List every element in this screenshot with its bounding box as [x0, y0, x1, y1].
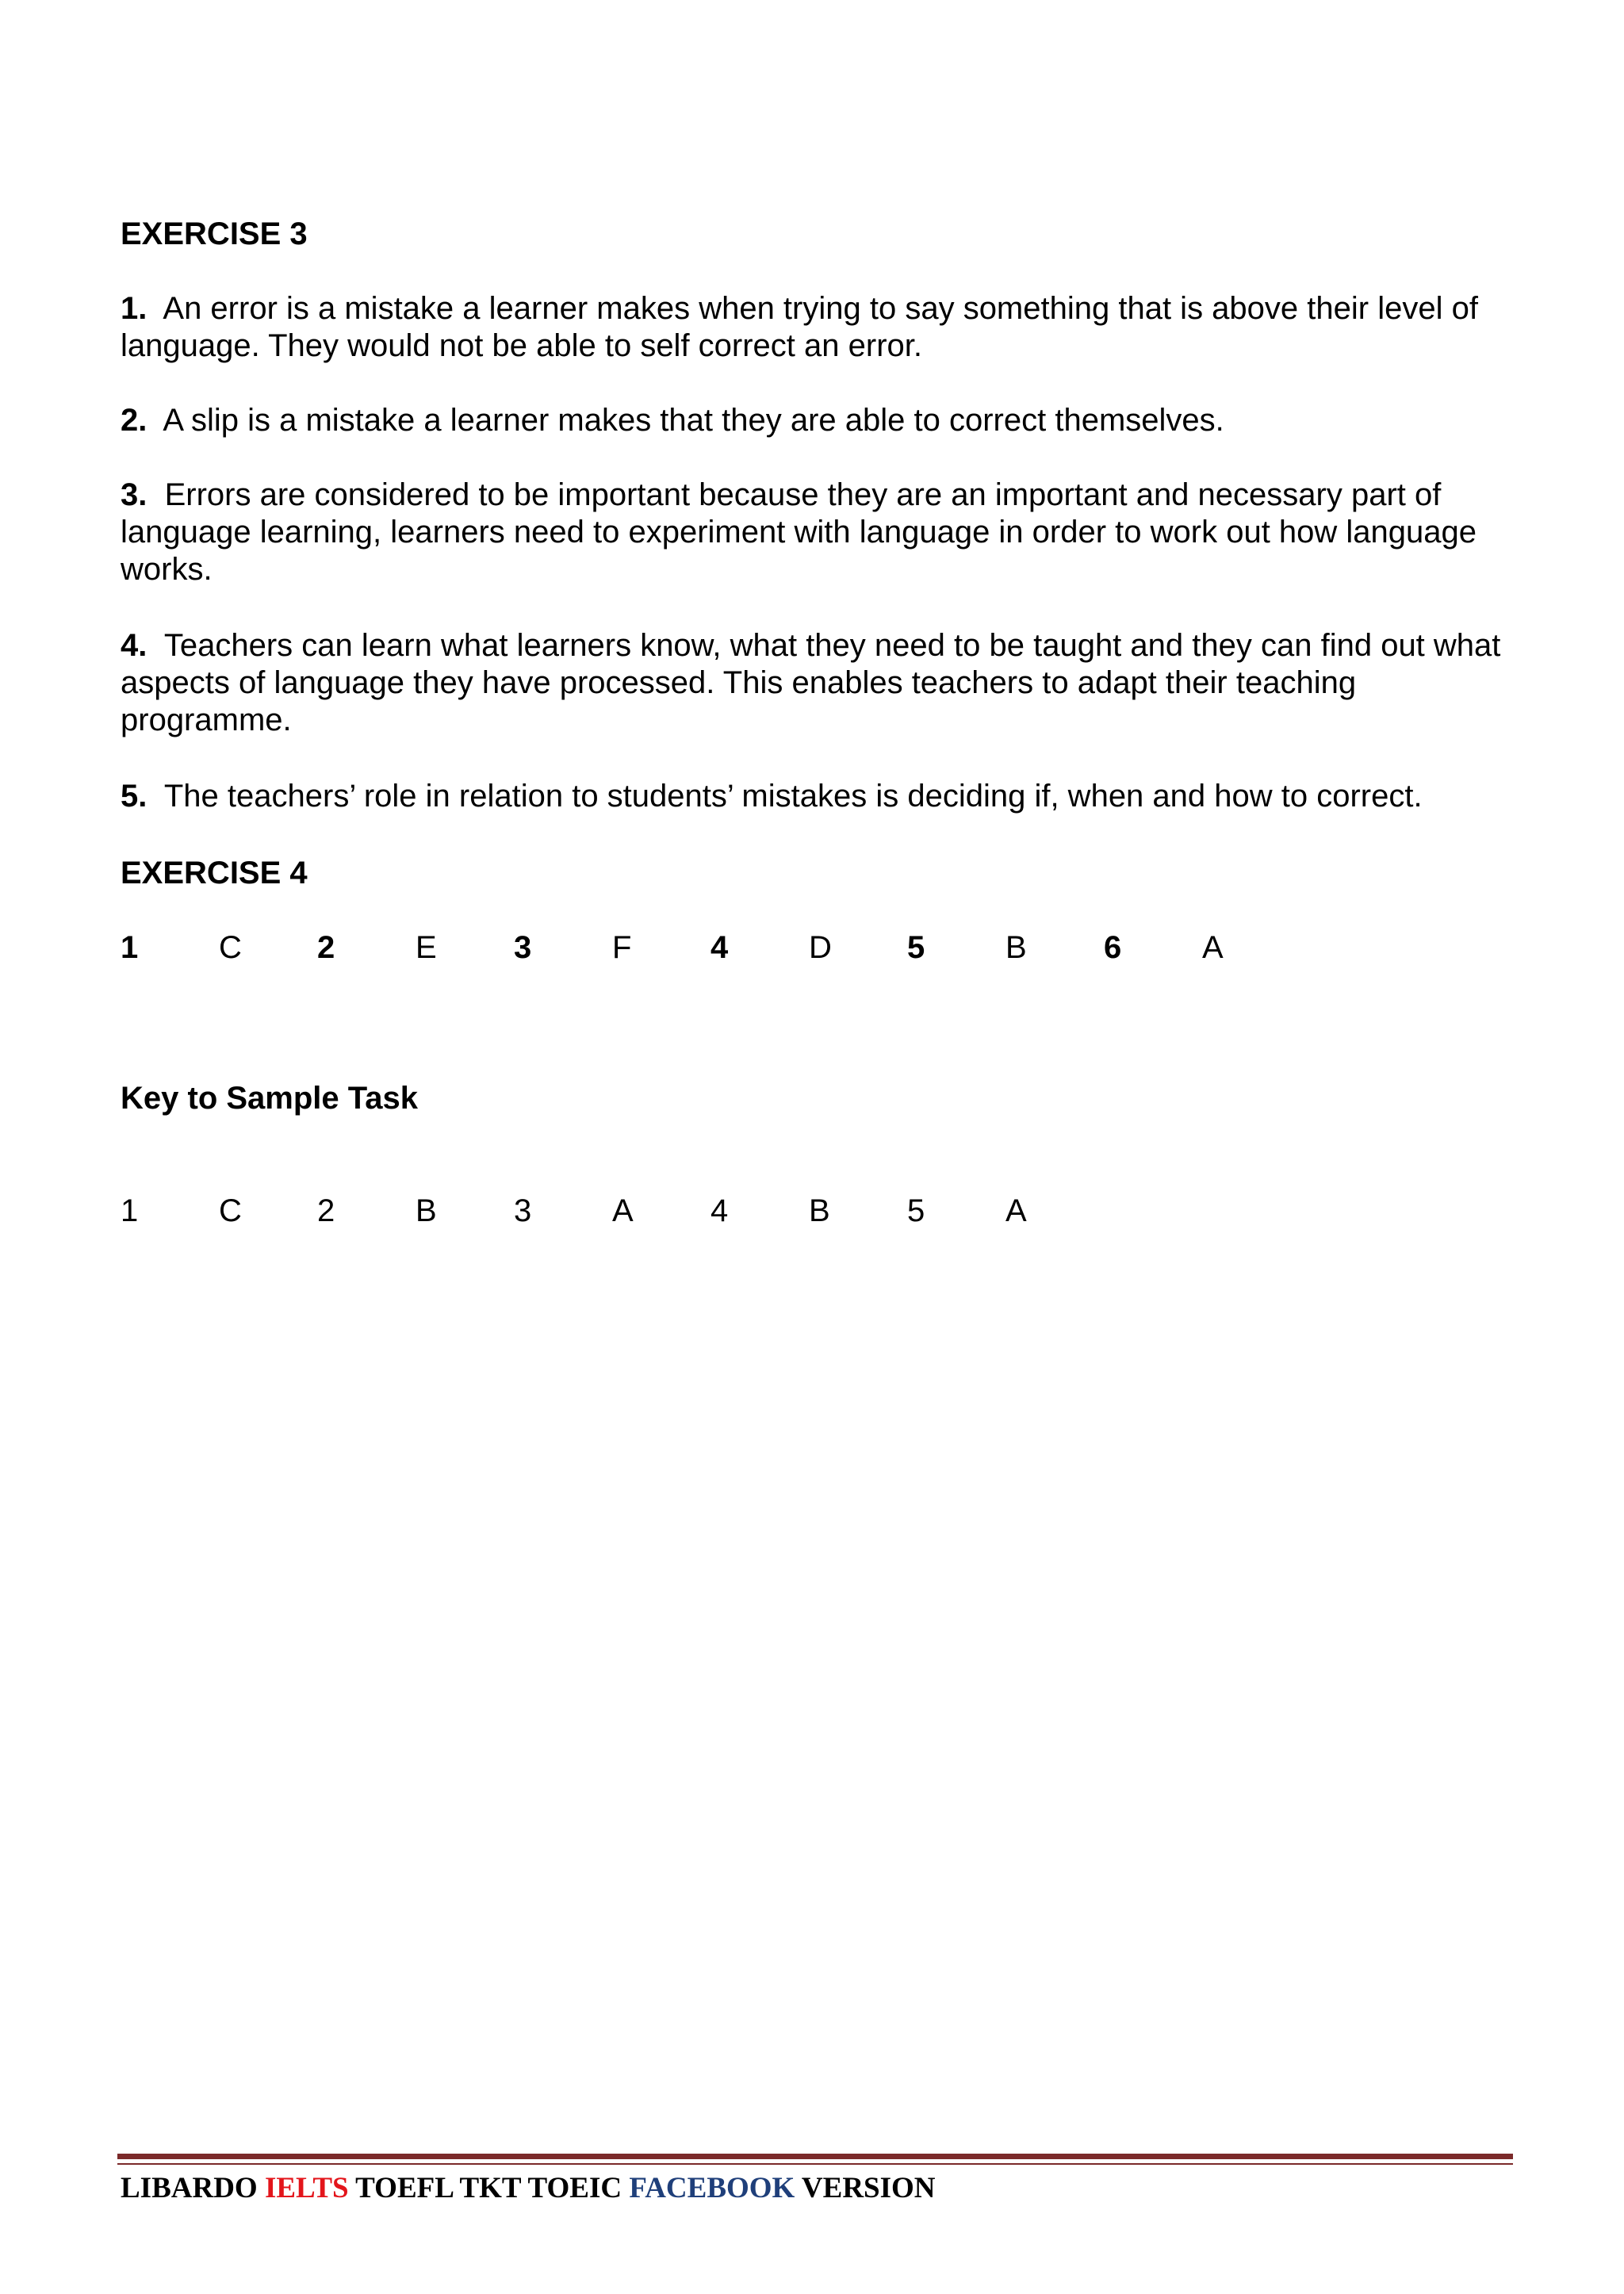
answer-number: 4: [710, 1193, 729, 1228]
answer-letter: C: [219, 930, 242, 965]
answer-number: 1: [121, 930, 139, 965]
answer-number: 6: [1104, 930, 1122, 965]
item-number: 4.: [121, 628, 147, 663]
footer-part-version: VERSION: [795, 2172, 936, 2204]
answer-number: 5: [907, 930, 925, 965]
exercise-4-heading: EXERCISE 4: [121, 856, 308, 890]
exercise-3-item-1: [121, 290, 1516, 365]
sample-task-heading: Key to Sample Task: [121, 1081, 418, 1116]
answer-number: 5: [907, 1193, 925, 1228]
footer-part-exams: TOEFL TKT TOEIC: [348, 2172, 630, 2204]
exercise-3-item-3: [121, 477, 1516, 588]
answer-letter: F: [612, 930, 632, 965]
footer-rule-thick: [117, 2154, 1513, 2159]
sample-task-answer-row: [121, 1191, 1151, 1231]
answer-letter: A: [1005, 1193, 1027, 1228]
answer-number: 2: [317, 1193, 335, 1228]
item-text: A slip is a mistake a learner makes that they are able to correct themselves.: [163, 403, 1224, 438]
answer-number: 2: [317, 930, 335, 965]
answer-letter: C: [219, 1193, 242, 1228]
answer-number: 1: [121, 1193, 139, 1228]
item-text: Teachers can learn what learners know, what they need to be taught and they can find out what aspects of language they have processed. This enables teachers to adapt their teaching programme.: [121, 628, 1501, 737]
exercise-3-item-4: [121, 627, 1516, 739]
answer-letter: A: [1202, 930, 1224, 965]
footer-part-facebook: FACEBOOK: [629, 2172, 795, 2204]
exercise-4-answer-row: [121, 928, 1310, 967]
answer-letter: B: [416, 1193, 437, 1228]
answer-number: 3: [514, 1193, 532, 1228]
answer-letter: D: [809, 930, 832, 965]
item-number: 2.: [121, 403, 147, 438]
answer-letter: B: [809, 1193, 830, 1228]
item-text: The teachers’ role in relation to students’ mistakes is deciding if, when and how to correct.: [163, 779, 1423, 814]
item-text: Errors are considered to be important because they are an important and necessary part of language learning, learners need to experiment with language in order to work out how language works.: [121, 477, 1477, 587]
exercise-3-heading: EXERCISE 3: [121, 216, 308, 251]
footer-text: [121, 2171, 936, 2206]
item-number: 3.: [121, 477, 147, 512]
footer-part-libardo: LIBARDO: [121, 2172, 265, 2204]
answer-letter: A: [612, 1193, 634, 1228]
exercise-3-item-5: [121, 778, 1516, 815]
exercise-3-item-2: [121, 402, 1516, 439]
item-text: An error is a mistake a learner makes when trying to say something that is above their level of language. They would not be able to self correct an error.: [121, 291, 1478, 363]
answer-number: 3: [514, 930, 532, 965]
footer-part-ielts: IELTS: [264, 2172, 349, 2204]
answer-letter: B: [1005, 930, 1027, 965]
answer-letter: E: [416, 930, 437, 965]
answer-number: 4: [710, 930, 729, 965]
footer-rule-thin: [117, 2163, 1513, 2165]
item-number: 1.: [121, 291, 147, 326]
item-number: 5.: [121, 779, 147, 814]
